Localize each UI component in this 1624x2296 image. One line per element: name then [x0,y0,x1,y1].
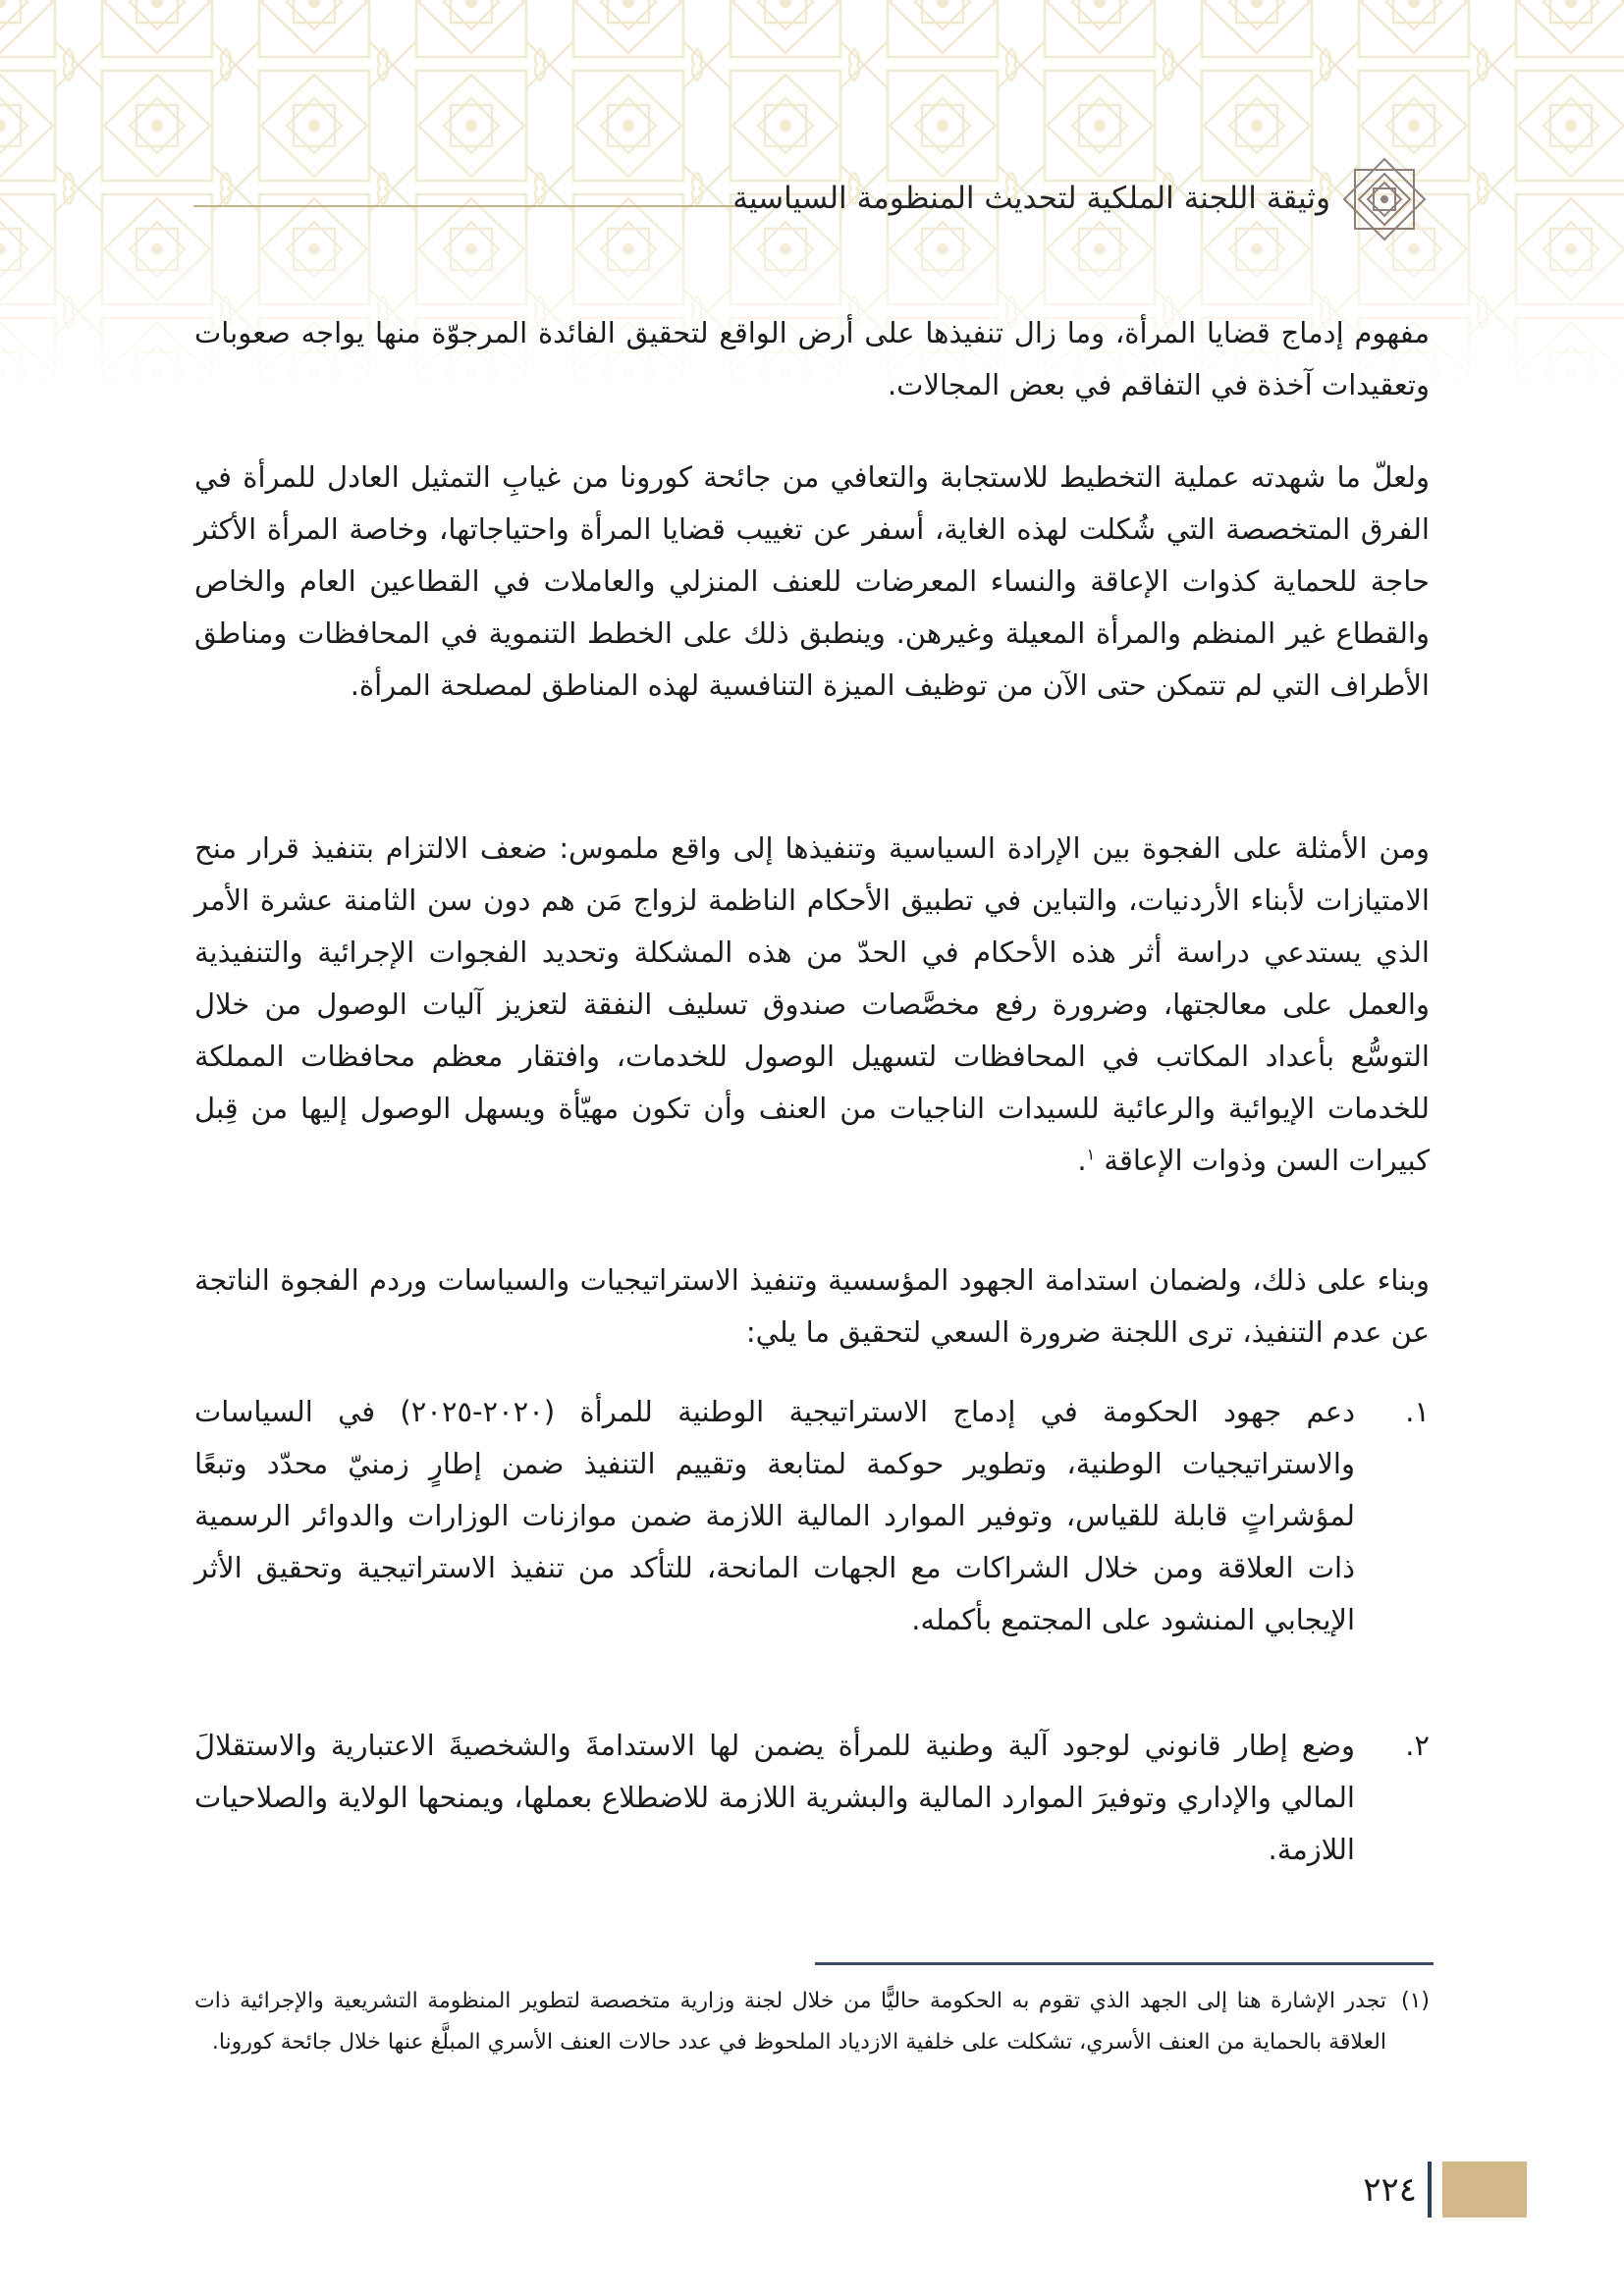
page-number-divider [1428,2162,1432,2217]
page-number: ٢٢٤ [1363,2170,1417,2210]
paragraph-text: ومن الأمثلة على الفجوة بين الإرادة السياسية وتنفيذها إلى واقع ملموس: ضعف الالتزام بتنفيذ قرار منح الامتيازات لأبناء الأردنيات، والتباين في تطبيق الأحكام الناظمة لزواج مَن هم دون سن الثامنة عشرة الأمر الذي يستدعي دراسة أثر هذه الأحكام في الحدّ من هذه المشكلة وتحديد الفجوات الإجرائية والتنفيذية والعمل على معالجتها، وضرورة رفع مخصَّصات صندوق تسليف النفقة لتعزيز آليات الوصول من خلال التوسُّع بأعداد المكاتب في المحافظات لتسهيل الوصول للخدمات، وافتقار معظم محافظات المملكة للخدمات الإيوائية والرعائية للسيدات الناجيات من العنف وأن تكون مهيّأة ويسهل الوصول إليها من قِبل كبيرات السن وذوات الإعاقة [194,831,1430,1177]
page-header [193,157,1427,241]
footnote-text: تجدر الإشارة هنا إلى الجهد الذي تقوم به الحكومة حاليًّا من خلال لجنة وزارية متخصصة لتطوير المنظومة التشريعية والإجرائية ذات العلاقة بالحماية من العنف الأسري، تشكلت على خلفية الازدياد الملحوظ في عدد حالات العنف الأسري المبلَّغ عنها خلال جائحة كورونا. [194,1989,1386,2055]
footnote-separator [815,1962,1434,1965]
page-number-color-box [1442,2162,1527,2217]
list-number: ٢. [1405,1729,1430,1762]
page-number-block [1345,2160,1527,2220]
document-title: وثيقة اللجنة الملكية لتحديث المنظومة السياسية [732,181,1330,216]
paragraph-with-footnote: ومن الأمثلة على الفجوة بين الإرادة السياسية وتنفيذها إلى واقع ملموس: ضعف الالتزام بتنفيذ قرار منح الامتيازات لأبناء الأردنيات، والتباين في تطبيق الأحكام الناظمة لزواج مَن هم دون سن الثامنة عشرة الأمر الذي يستدعي دراسة أثر هذه الأحكام في الحدّ من هذه المشكلة وتحديد الفجوات الإجرائية والتنفيذية والعمل على معالجتها، وضرورة رفع مخصَّصات صندوق تسليف النفقة لتعزيز آليات الوصول من خلال التوسُّع بأعداد المكاتب في المحافظات لتسهيل الوصول للخدمات، وافتقار معظم محافظات المملكة للخدمات الإيوائية والرعائية للسيدات الناجيات من العنف وأن تكون مهيّأة ويسهل الوصول إليها من قِبل كبيرات السن وذوات الإعاقة $^١$. [194,831,1430,1177]
header-rule [193,205,773,207]
paragraph-text: وبناء على ذلك، ولضمان استدامة الجهود المؤسسية وتنفيذ الاستراتيجيات والسياسات وردم الفجوة الناتجة عن عدم التنفيذ، ترى اللجنة ضرورة السعي لتحقيق ما يلي: [194,1263,1430,1349]
paragraph-text: مفهوم إدماج قضايا المرأة، وما زال تنفيذها على أرض الواقع لتحقيق الفائدة المرجوّة منها يواجه صعوبات وتعقيدات آخذة في التفاقم في بعض المجالات. [194,316,1430,401]
paragraph [194,823,1430,1187]
list-item-text: وضع إطار قانوني لوجود آلية وطنية للمرأة يضمن لها الاستدامةَ والشخصيةَ الاعتبارية والاستقلالَ المالي والإداري وتوفيرَ الموارد المالية والبشرية اللازمة للاضطلاع بعملها، ويمنحها الولاية والصلاحيات اللازمة. [194,1729,1355,1866]
paragraph [194,307,1430,411]
footnote-mark: (١) [1400,1989,1430,2013]
paragraph [194,452,1430,712]
paragraph [194,1255,1430,1359]
list-item-text: دعم جهود الحكومة في إدماج الاستراتيجية الوطنية للمرأة (٢٠٢٠-٢٠٢٥) في السياسات والاستراتيجيات الوطنية، وتطوير حوكمة لمتابعة وتقييم التنفيذ ضمن إطارٍ زمنيّ محدّد وتبعًا لمؤشراتٍ قابلة للقياس، وتوفير الموارد المالية اللازمة ضمن موازنات الوزارات والدوائر الرسمية ذات العلاقة ومن خلال الشراكات مع الجهات المانحة، للتأكد من تنفيذ الاستراتيجية وتحقيق الأثر الإيجابي المنشود على المجتمع بأكمله. [194,1395,1355,1636]
list-number: ١. [1405,1395,1430,1428]
footnote-reference[interactable]: ١ [1086,1145,1096,1164]
geometric-diamond-logo-icon [1342,157,1427,241]
paragraph-text: ولعلّ ما شهدته عملية التخطيط للاستجابة والتعافي من جائحة كورونا من غيابِ التمثيل العادل للمرأة في الفرق المتخصصة التي شُكلت لهذه الغاية، أسفر عن تغييب قضايا المرأة واحتياجاتها، وخاصة المرأة الأكثر حاجة للحماية كذوات الإعاقة والنساء المعرضات للعنف المنزلي والعاملات في القطاعين العام والخاص والقطاع غير المنظم والمرأة المعيلة وغيرهن. وينطبق ذلك على الخطط التنموية في المحافظات ومناطق الأطراف التي لم تتمكن حتى الآن من توظيف الميزة التنافسية لهذه المناطق لمصلحة المرأة. [194,460,1430,702]
